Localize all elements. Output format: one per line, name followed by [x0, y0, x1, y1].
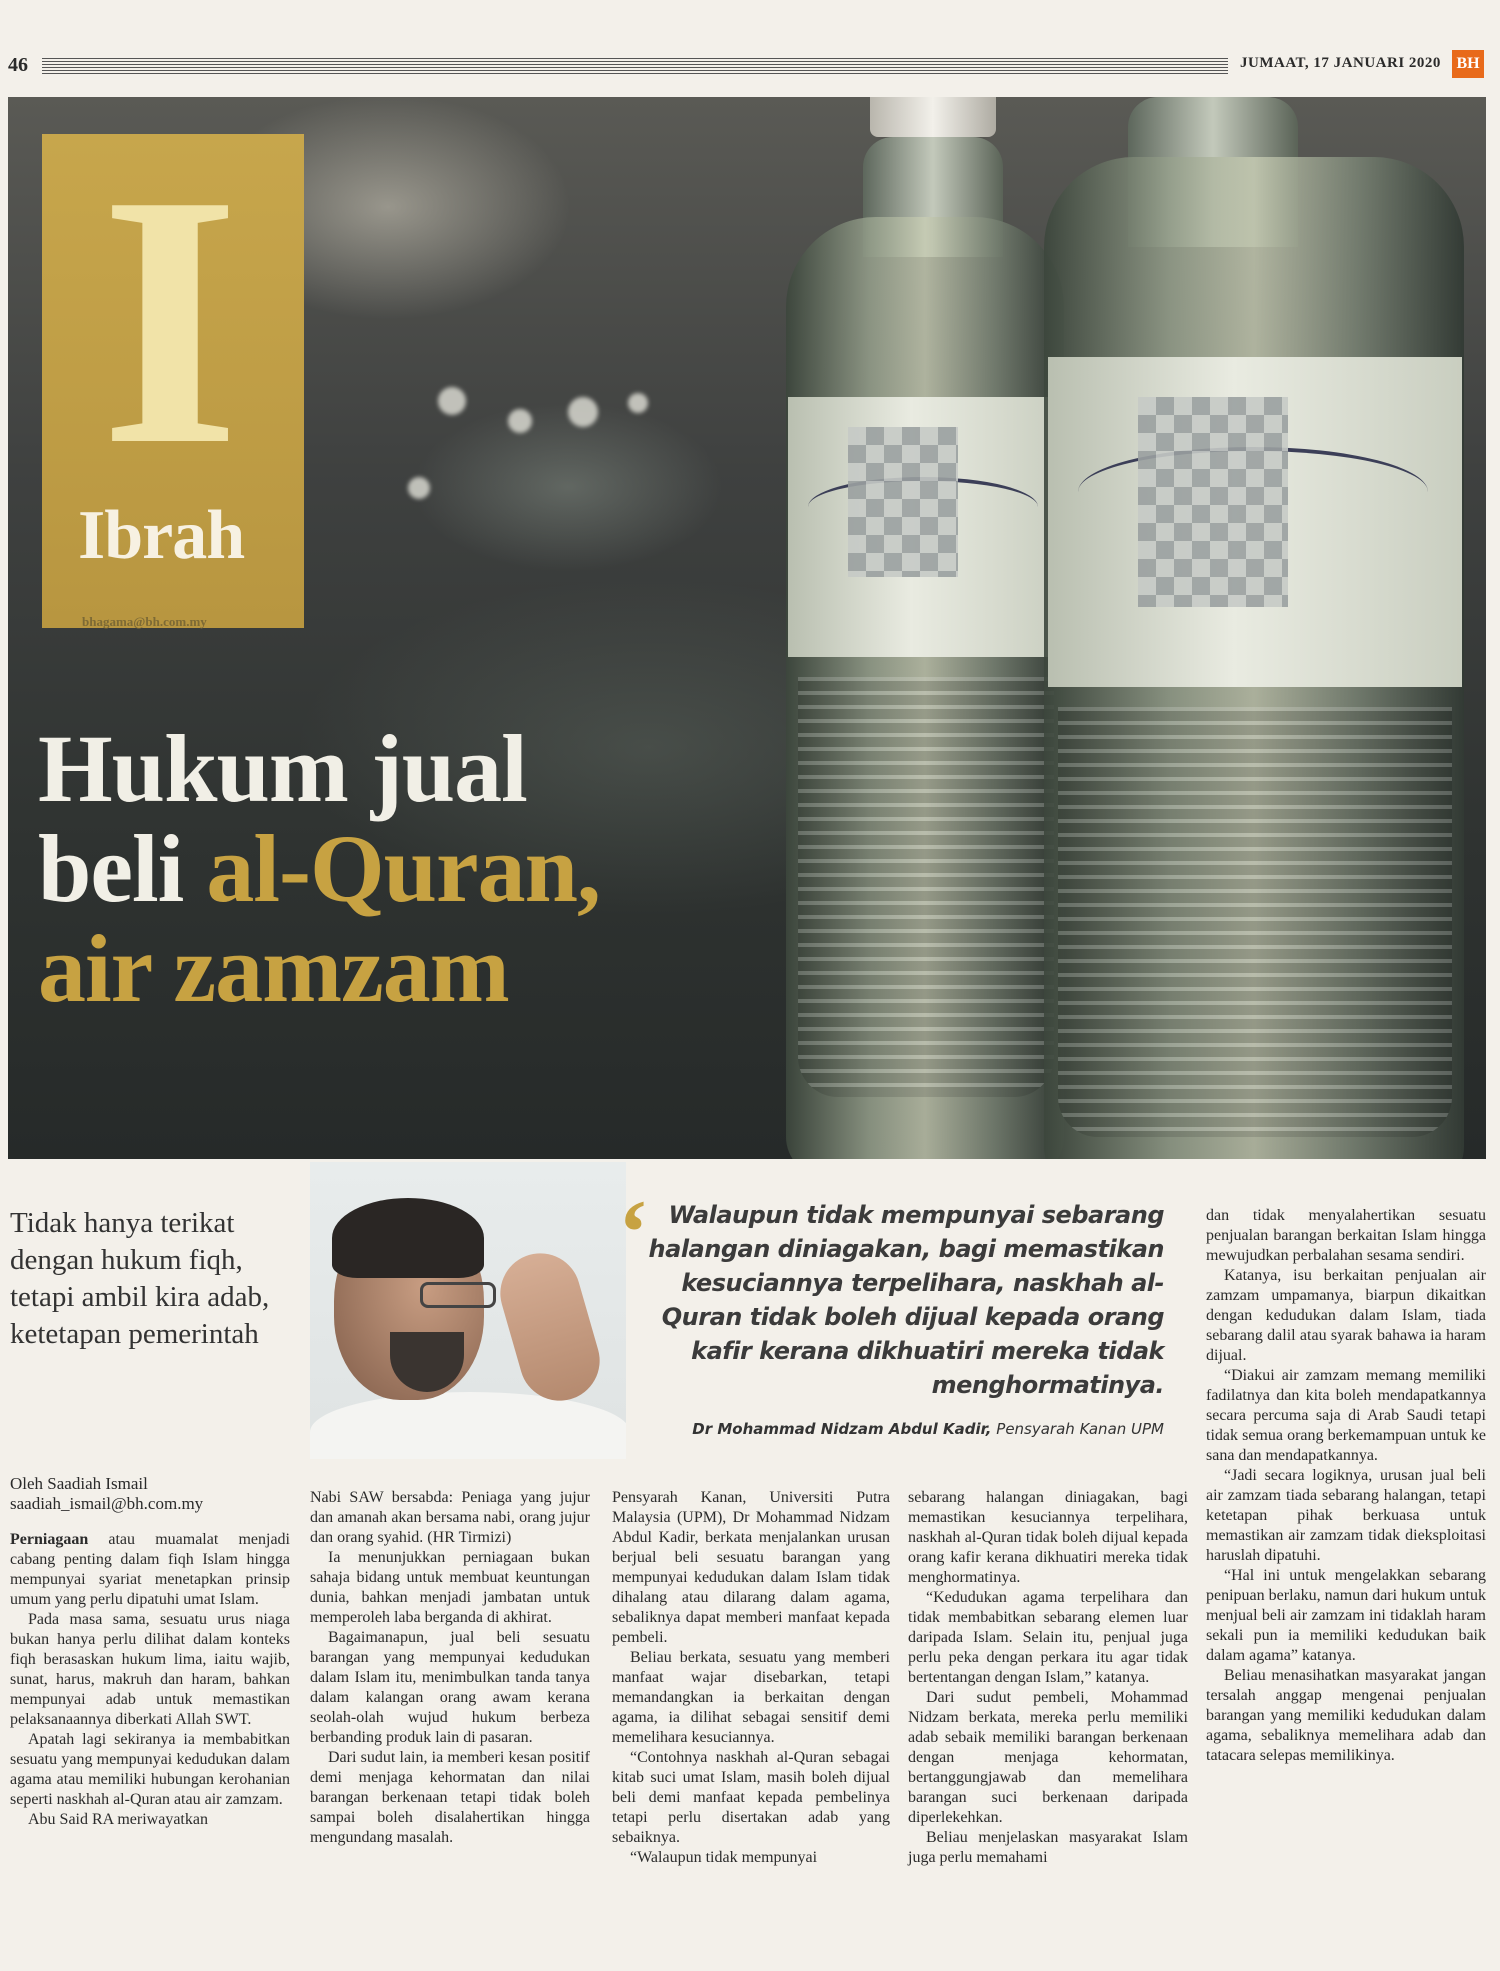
pull-quote-attribution	[560, 1420, 1164, 1438]
blurred-label-image	[848, 427, 958, 577]
paragraph: Katanya, isu berkaitan penjualan air zamzam umpamanya, biarpun dikaitkan dengan kedudukan dalam Islam, tiada sebarang dalil atau syarak bahawa ia haram dijual.	[1206, 1267, 1486, 1364]
article-column-1	[10, 1530, 290, 1830]
paragraph: “Contohnya naskhah al-Quran sebagai kitab suci umat Islam, masih boleh dijual beli demi manfaat kepada pembelinya tetapi perlu disertakan adab yang sebaiknya.	[612, 1749, 890, 1846]
paragraph: Ia menunjukkan perniagaan bukan sahaja bidang untuk membuat keuntungan dunia, bahkan menjadi jambatan untuk memperoleh laba berganda di akhirat.	[310, 1549, 590, 1626]
paragraph: Dari sudut lain, ia memberi kesan positif demi menjaga kehormatan dan nilai barangan berkenaan tetapi tidak boleh sampai boleh disalahertikan hingga mengundang masalah.	[310, 1749, 590, 1846]
issue-date: JUMAAT, 17 JANUARI 2020	[1240, 55, 1441, 71]
section-initial: I	[100, 120, 241, 519]
paragraph: Pensyarah Kanan, Universiti Putra Malaysia (UPM), Dr Mohammad Nidzam Abdul Kadir, berkata menjalankan urusan berjual beli sesuatu barangan yang mempunyai kedudukan dalam Islam tidak dihalang atau dilarang dalam agama, sebaliknya dapat memberi manfaat kepada pembeli.	[612, 1489, 890, 1646]
photo-hair	[332, 1198, 484, 1278]
bokeh-light	[628, 393, 648, 413]
section-name: Ibrah	[78, 497, 245, 574]
quote-speaker-title: Pensyarah Kanan UPM	[991, 1420, 1164, 1438]
paragraph: Nabi SAW bersabda: Peniaga yang jujur dan amanah akan bersama nabi, orang jujur dan orang syahid. (HR Tirmizi)	[310, 1489, 590, 1546]
paragraph: dan tidak menyalahertikan sesuatu penjualan barangan berkaitan Islam hingga mewujudkan perbalahan sesama sendiri.	[1206, 1207, 1486, 1264]
quote-mark-icon: ‘	[618, 1181, 649, 1283]
headline-line-2-white: beli	[38, 815, 207, 922]
headline-line-2	[38, 815, 798, 922]
article-column-4	[908, 1488, 1188, 1868]
byline-author: Oleh Saadiah Ismail	[10, 1474, 148, 1493]
byline-email: saadiah_ismail@bh.com.my	[10, 1494, 204, 1513]
interviewee-photo	[310, 1162, 626, 1459]
page-header	[0, 0, 1500, 90]
bottle-ridges	[1058, 707, 1452, 1137]
header-rule	[42, 58, 1228, 74]
paragraph: Abu Said RA meriwayatkan	[28, 1811, 208, 1828]
headline	[38, 715, 798, 1022]
paragraph: “Kedudukan agama terpelihara dan tidak membabitkan sebarang elemen luar daripada Islam. Selain itu, penjual juga perlu peka dengan perkara itu agar tidak bertentangan dengan Islam,” katanya.	[908, 1589, 1188, 1686]
bokeh-light	[568, 397, 598, 427]
paragraph: Apatah lagi sekiranya ia membabitkan sesuatu yang mempunyai kedudukan dalam agama atau memiliki hubungan kerohanian seperti naskhah al-Quran atau air zamzam.	[10, 1731, 290, 1808]
bokeh-light	[408, 477, 430, 499]
paragraph: Dari sudut pembeli, Mohammad Nidzam berkata, mereka perlu memiliki adab sebaik memiliki barangan berkenaan dengan menjaga kehormatan, bertanggungjawab dan memelihara barangan suci berkenaan daripada diperlekehkan.	[908, 1689, 1188, 1826]
section-logo-box	[42, 120, 304, 629]
lead-word: Perniagaan	[10, 1531, 89, 1548]
pull-quote: Walaupun tidak mempunyai sebarang halangan diniagakan, bagi memastikan kesuciannya terpelihara, naskhah al-Quran tidak boleh dijual kepada orang kafir kerana dikhuatiri mereka tidak menghormatinya.	[648, 1201, 1164, 1399]
bottle-ridges	[798, 677, 1054, 1097]
photo-glasses	[420, 1282, 496, 1308]
paragraph: “Hal ini untuk mengelakkan sebarang penipuan berlaku, namun dari hukum untuk menjual beli air zamzam ini tidaklah haram sekali pun ia memiliki kedudukan baik dalam agama” katanya.	[1206, 1567, 1486, 1664]
headline-line-3: air zamzam	[38, 915, 509, 1022]
paragraph: Beliau menasihatkan masyarakat jangan tersalah anggap mengenai penjualan barangan yang memiliki kedudukan dalam agama, sebaliknya memelihara adab dan tatacara selepas memilikinya.	[1206, 1667, 1486, 1764]
page-number: 46	[8, 54, 28, 76]
paragraph: “Jadi secara logiknya, urusan jual beli air zamzam tiada sebarang halangan, tetapi ketetapan pihak berkuasa untuk memastikan air zamzam tidak dieksploitasi haruslah dipatuhi.	[1206, 1467, 1486, 1564]
paragraph: “Diakui air zamzam memang memiliki fadilatnya dan kita boleh mendapatkannya secara percuma saja di Arab Saudi tetapi tidak semua orang berkemampuan untuk ke sana dan mendapatkannya.	[1206, 1367, 1486, 1464]
paragraph: “Walaupun tidak mempunyai	[630, 1849, 818, 1866]
paragraph: sebarang halangan diniagakan, bagi memastikan kesuciannya terpelihara, naskhah al-Quran tidak boleh dijual kepada orang kafir kerana dikhuatiri mereka tidak menghormatinya.	[908, 1489, 1188, 1586]
paragraph: Beliau menjelaskan masyarakat Islam juga perlu memahami	[908, 1829, 1188, 1866]
byline	[10, 1474, 203, 1514]
bottle-cap	[870, 97, 996, 137]
paragraph-text: atau muamalat menjadi cabang penting dalam fiqh Islam hingga mempunyai syariat menetapkan prinsip umum yang perlu dipatuhi umat Islam.	[10, 1531, 290, 1608]
bokeh-light	[508, 409, 532, 433]
photo-hands	[491, 1244, 609, 1410]
headline-line-2-gold: al-Quran,	[206, 815, 601, 922]
article-column-5	[1206, 1206, 1486, 1766]
bh-logo: BH	[1452, 50, 1484, 78]
hero-photo	[8, 97, 1486, 1159]
paragraph: Pada masa sama, sesuatu urus niaga bukan hanya perlu dilihat dalam konteks fiqh berasaskan hukum lima, iaitu wajib, sunat, harus, makruh dan haram, bahkan mempunyai adab untuk memastikan pelaksanaannya diberkati Allah SWT.	[10, 1611, 290, 1728]
quote-speaker: Dr Mohammad Nidzam Abdul Kadir,	[692, 1420, 992, 1438]
headline-line-1: Hukum jual	[38, 715, 527, 822]
section-email: bhagama@bh.com.my	[82, 614, 207, 629]
bokeh-light	[438, 387, 466, 415]
standfirst: Tidak hanya terikat dengan hukum fiqh, tetapi ambil kira adab, ketetapan pemerintah	[10, 1207, 270, 1350]
blurred-label-image	[1138, 397, 1288, 607]
article-column-2	[310, 1488, 590, 1848]
article-column-3	[612, 1488, 890, 1868]
paragraph	[10, 1530, 290, 1610]
paragraph: Beliau berkata, sesuatu yang memberi manfaat wajar disebarkan, tetapi memandangkan ia berkaitan dengan agama, ia dilihat sebagai sensitif demi memelihara kesuciannya.	[612, 1649, 890, 1746]
paragraph: Bagaimanapun, jual beli sesuatu barangan yang mempunyai kedudukan dalam Islam itu, menimbulkan tanda tanya dalam kalangan orang awam kerana seolah-olah wujud hukum berbeza berbanding produk lain di pasaran.	[310, 1629, 590, 1746]
